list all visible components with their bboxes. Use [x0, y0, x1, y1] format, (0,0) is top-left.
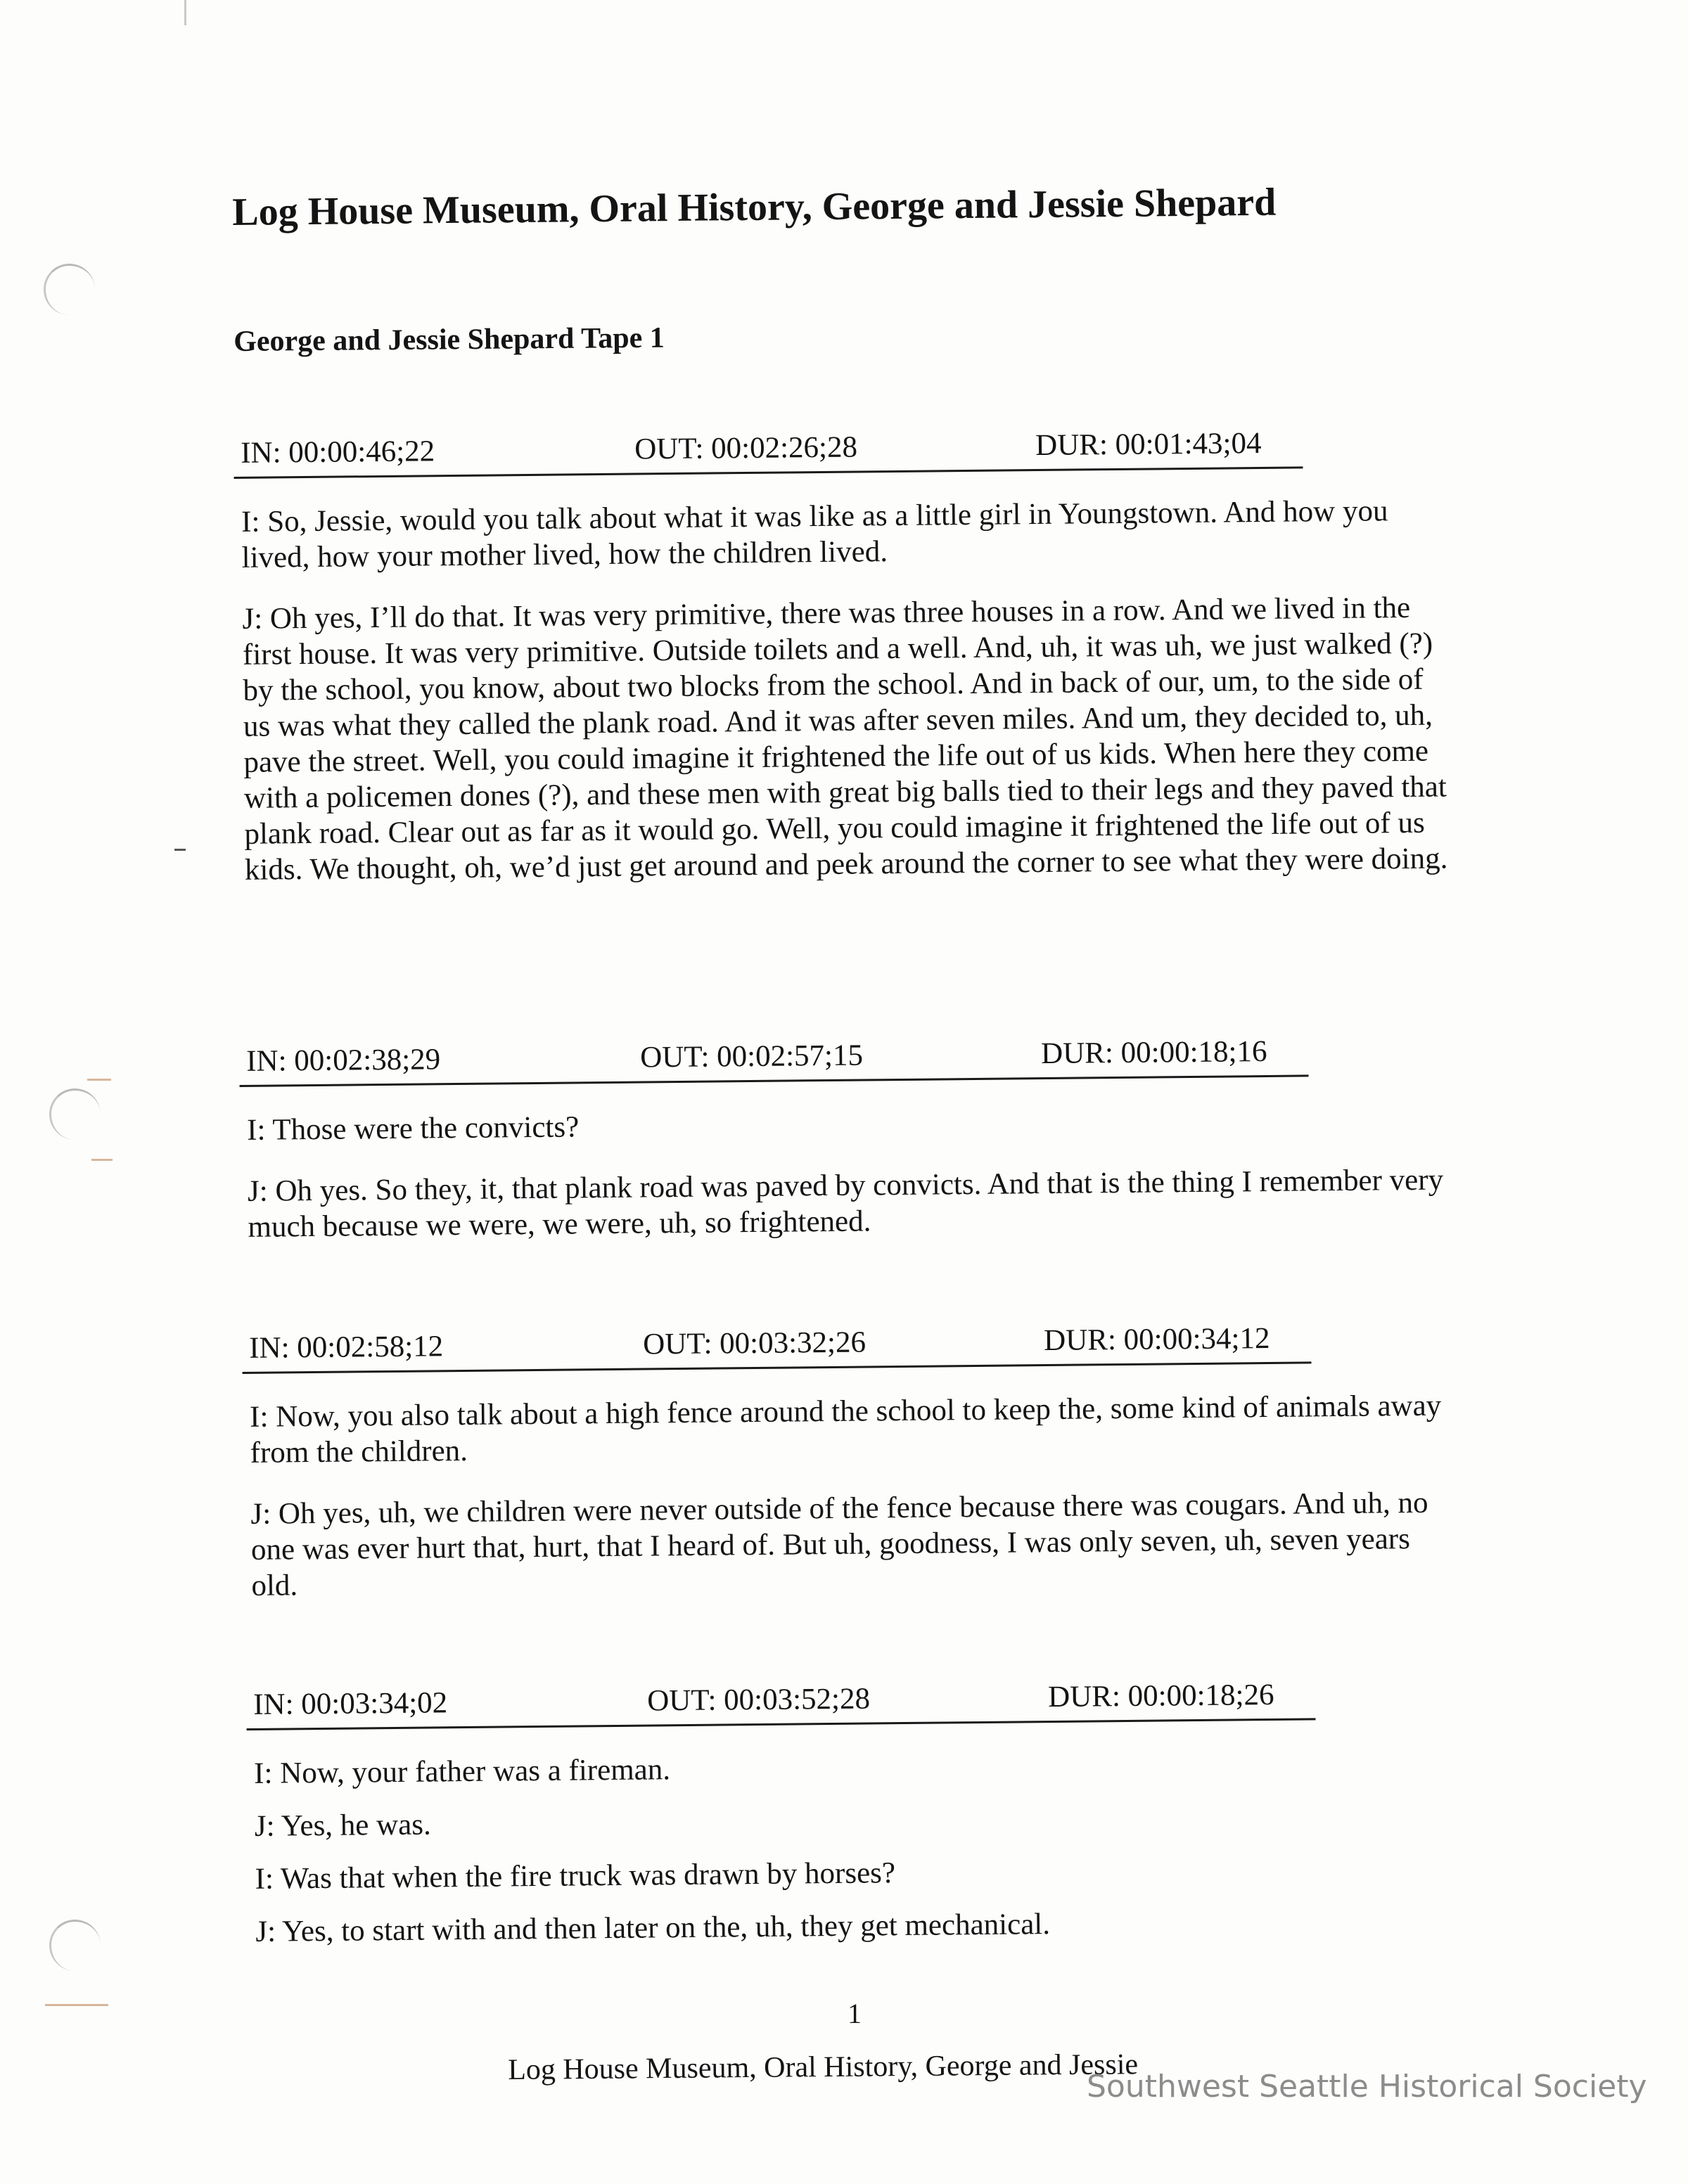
- timecode-duration: DUR: 00:00:34;12: [1043, 1321, 1270, 1358]
- interviewer-line: I: Now, your father was a fireman.: [253, 1753, 671, 1790]
- timecode-in: IN: 00:03:34;02: [253, 1686, 448, 1721]
- timecode-out: OUT: 00:03:52;28: [646, 1682, 871, 1718]
- jessie-line: J: Oh yes, I’ll do that. It was very primitive, there was three houses in a row. And we lived in the first house. It was very primitive. Outside toilets and a well. And, uh, it was uh, we just walked (?) by the school, you know, about two blocks from the school. And in back of our, um, to the side of us was what they called the plank road. And it was after seven miles. And um, they decided to, uh, pave the street. Well, you could imagine it frightened the life out of us kids. When here they come with a policemen dones (?), and these men with great big balls tied to their legs and they paved that plank road. Clear out as far as it would go. Well, you could imagine it frightened the life out of us kids. We thought, oh, we’d just get around and peek around the corner to see what they were doing.: [242, 591, 1448, 887]
- tape-heading: George and Jessie Shepard Tape 1: [234, 321, 665, 358]
- binder-hole-top: [44, 264, 95, 315]
- timecode-out: OUT: 00:02:26;28: [634, 430, 858, 466]
- margin-dash: [174, 849, 186, 851]
- margin-tick: [45, 2004, 108, 2006]
- scan-edge-mark: [184, 0, 186, 25]
- interviewer-line: I: So, Jessie, would you talk about what it was like as a little girl in Youngstown. And how you lived, how your mother lived, how the children lived.: [241, 494, 1388, 574]
- transcript-segment: [239, 1032, 1472, 1245]
- timecode-duration: DUR: 00:01:43;04: [1035, 426, 1262, 463]
- timecode-in: IN: 00:00:46;22: [241, 435, 435, 470]
- binder-hole-bottom: [49, 1920, 101, 1971]
- margin-tick: [87, 1079, 111, 1081]
- timecode-duration: DUR: 00:00:18;26: [1047, 1678, 1274, 1714]
- binder-hole-middle: [49, 1088, 101, 1140]
- document-title: Log House Museum, Oral History, George and Jessie Shepard: [232, 180, 1277, 234]
- interviewer-line: I: Now, you also talk about a high fence around the school to keep the, some kind of animals away from the children.: [249, 1389, 1442, 1470]
- timecode-out: OUT: 00:03:32;26: [642, 1325, 867, 1361]
- transcript-segment: [246, 1676, 1479, 1950]
- interviewer-line: I: Those were the convicts?: [246, 1110, 580, 1147]
- watermark: Southwest Seattle Historical Society: [1087, 2069, 1647, 2105]
- jessie-line: J: Oh yes. So they, it, that plank road was paved by convicts. And that is the thing I remember very much because we were, we were, uh, so frightened.: [247, 1163, 1444, 1244]
- timecode-in: IN: 00:02:38;29: [246, 1043, 441, 1078]
- page-number: 1: [848, 1998, 862, 2029]
- timecode-duration: DUR: 00:00:18;16: [1040, 1034, 1267, 1071]
- timecode-in: IN: 00:02:58;12: [249, 1330, 444, 1365]
- timecode-row: [234, 425, 1303, 479]
- transcript-segment: [234, 424, 1469, 888]
- jessie-line: J: Yes, he was.: [254, 1808, 431, 1843]
- jessie-line: J: Yes, to start with and then later on the, uh, they get mechanical.: [255, 1908, 1051, 1948]
- interviewer-line: I: Was that when the fire truck was drawn by horses?: [255, 1856, 896, 1896]
- timecode-out: OUT: 00:02:57;15: [639, 1039, 864, 1074]
- timecode-row: [246, 1677, 1316, 1730]
- page-footer: Log House Museum, Oral History, George and Jessie: [508, 2048, 1139, 2086]
- transcript-segment: [242, 1319, 1476, 1604]
- timecode-row: [239, 1034, 1309, 1087]
- jessie-line: J: Oh yes, uh, we children were never outside of the fence because there was cougars. And uh, no one was ever hurt that, hurt, that I heard of. But uh, goodness, I was only seven, uh, seven years old.: [250, 1486, 1428, 1602]
- margin-tick: [91, 1159, 113, 1161]
- timecode-row: [242, 1321, 1312, 1374]
